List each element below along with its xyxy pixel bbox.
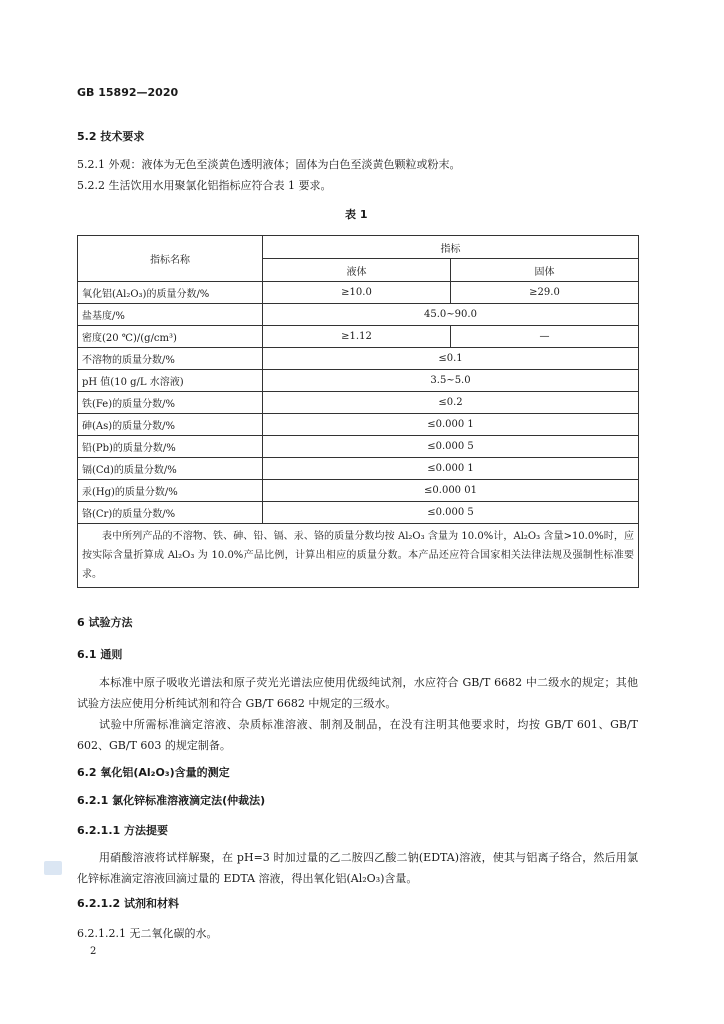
header-liquid: 液体	[263, 259, 451, 282]
row-name: 铬(Cr)的质量分数/%	[78, 502, 263, 524]
row-name: 镉(Cd)的质量分数/%	[78, 458, 263, 480]
header-indicator-name: 指标名称	[78, 236, 263, 282]
table-row	[78, 282, 639, 304]
row-name: 盐基度/%	[78, 304, 263, 326]
section-6-title: 6 试验方法	[77, 616, 133, 629]
standard-code: GB 15892—2020	[77, 86, 179, 99]
header-indicator: 指标	[263, 236, 639, 259]
row-name: 汞(Hg)的质量分数/%	[78, 480, 263, 502]
row-solid: ≥29.0	[451, 282, 639, 304]
row-value: ≤0.000 1	[263, 414, 639, 436]
table-row	[78, 480, 639, 502]
header-solid: 固体	[451, 259, 639, 282]
section-6-1-title: 6.1 通则	[77, 648, 123, 661]
page-number: 2	[90, 946, 97, 957]
row-name: 铅(Pb)的质量分数/%	[78, 436, 263, 458]
row-name: 密度(20 ℃)/(g/cm³)	[78, 326, 263, 348]
row-name: 铁(Fe)的质量分数/%	[78, 392, 263, 414]
paragraph-solutions: 试验中所需标准滴定溶液、杂质标准溶液、制剂及制品，在没有注明其他要求时，均按 GB/T 601、GB/T 602、GB/T 603 的规定制备。	[77, 718, 638, 752]
row-liquid: ≥10.0	[263, 282, 451, 304]
table-row	[78, 414, 639, 436]
paragraph-method: 用硝酸溶液将试样解聚，在 pH=3 时加过量的乙二胺四乙酸二钠(EDTA)溶液，使其与铝离子络合，然后用氯化锌标准滴定溶液回滴过量的 EDTA 溶液，得出氧化铝(Al₂O₃)含量。	[77, 851, 638, 885]
table-caption: 表 1	[345, 208, 368, 221]
general-paragraphs	[77, 672, 638, 756]
table-row	[78, 436, 639, 458]
row-solid: —	[451, 326, 639, 348]
table-row	[78, 392, 639, 414]
row-name: 砷(As)的质量分数/%	[78, 414, 263, 436]
method-summary	[77, 847, 638, 889]
clause-6-2-1-2-1: 6.2.1.2.1 无二氧化碳的水。	[77, 927, 218, 940]
row-name: 氧化铝(Al₂O₃)的质量分数/%	[78, 282, 263, 304]
table-row	[78, 304, 639, 326]
table-row	[78, 458, 639, 480]
row-value: ≤0.000 5	[263, 436, 639, 458]
clause-5-2-2: 5.2.2 生活饮用水用聚氯化铝指标应符合表 1 要求。	[77, 179, 332, 192]
table-row	[78, 326, 639, 348]
row-value: 3.5~5.0	[263, 370, 639, 392]
section-6-2-title: 6.2 氧化铝(Al₂O₃)含量的测定	[77, 766, 230, 779]
row-value: ≤0.000 5	[263, 502, 639, 524]
section-6-2-1-1-title: 6.2.1.1 方法提要	[77, 824, 168, 837]
row-liquid: ≥1.12	[263, 326, 451, 348]
row-name: pH 值(10 g/L 水溶液)	[78, 370, 263, 392]
section-6-2-1-2-title: 6.2.1.2 试剂和材料	[77, 897, 179, 910]
section-6-2-1-title: 6.2.1 氯化锌标准溶液滴定法(仲裁法)	[77, 794, 266, 807]
row-value: 45.0~90.0	[263, 304, 639, 326]
row-value: ≤0.1	[263, 348, 639, 370]
row-value: ≤0.000 01	[263, 480, 639, 502]
section-5-2-title: 5.2 技术要求	[77, 130, 145, 143]
table-row	[78, 502, 639, 524]
watermark-logo	[44, 861, 62, 875]
spec-table	[77, 235, 639, 588]
row-value: ≤0.2	[263, 392, 639, 414]
table-note: 表中所列产品的不溶物、铁、砷、铅、镉、汞、铬的质量分数均按 Al₂O₃ 含量为 10.0%计，Al₂O₃ 含量>10.0%时，应按实际含量折算成 Al₂O₃ 为 10.0%产品比例，计算出相应的质量分数。本产品还应符合国家相关法律法规及强制性标准要求。	[78, 524, 639, 588]
clause-5-2-1: 5.2.1 外观：液体为无色至淡黄色透明液体；固体为白色至淡黄色颗粒或粉末。	[77, 158, 461, 171]
table-row	[78, 370, 639, 392]
row-value: ≤0.000 1	[263, 458, 639, 480]
row-name: 不溶物的质量分数/%	[78, 348, 263, 370]
table-row	[78, 348, 639, 370]
paragraph-reagents: 本标准中原子吸收光谱法和原子荧光光谱法应使用优级纯试剂，水应符合 GB/T 6682 中二级水的规定；其他试验方法应使用分析纯试剂和符合 GB/T 6682 中规定的三级水。	[77, 676, 638, 710]
